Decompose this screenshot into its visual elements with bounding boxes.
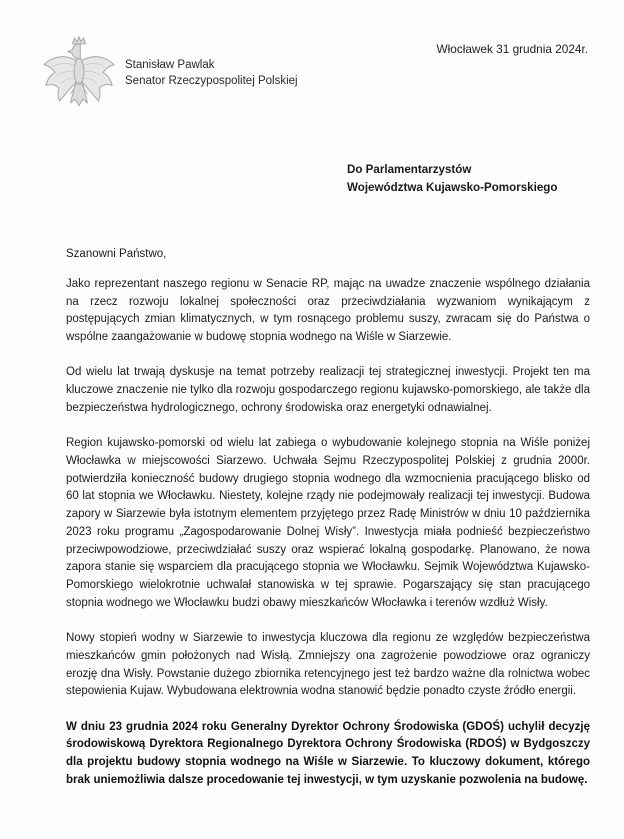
paragraph-5-bold: W dniu 23 grudnia 2024 roku Generalny Dyrektor Ochrony Środowiska (GDOŚ) uchylił decyzję środowiskową Dyrektora Regionalnego Dyrektora Ochrony Środowiska (RDOŚ) w Bydgoszczy dla projektu budowy stopnia wodnego na Wiśle w Siarzewie. To kluczowy dokument, którego brak uniemożliwia dalsze procedowanie tej inwestycji, w tym uzyskanie pozwolenia na budowę. [66,720,590,786]
paragraph-2: Od wielu lat trwają dyskusje na temat potrzeby realizacji tej strategicznej inwestycji. Projekt ten ma kluczowe znaczenie nie tylko dla rozwoju gospodarczego regionu kujawsko-pomorskiego, ale także dla bezpieczeństwa hydrologicznego, ochrony środowiska oraz energetyki odnawialnej. [66,366,590,414]
paragraph-4: Nowy stopień wodny w Siarzewie to inwestycja kluczowa dla regionu ze względów bezpieczeństwa mieszkańców gmin położonych nad Wisłą. Zmniejszy ona zagrożenie powodziowe oraz ograniczy erozję dna Wisły. Powstanie dużego zbiornika retencyjnego jest też bardzo ważne dla rolnictwa wobec stepowienia Kujaw. Wybudowana elektrownia wodna stanowić będzie ponadto czyste źródło energii. [66,632,590,698]
salutation: Szanowni Państwo, [66,248,167,260]
polish-eagle-emblem-icon [40,33,118,121]
letter-body [66,246,590,807]
paragraph-3: Region kujawsko-pomorski od wielu lat zabiega o wybudowanie kolejnego stopnia na Wiśle poniżej Włocławka w miejscowości Siarzewo. Uchwała Sejmu Rzeczypospolitej Polskiej z grudnia 2000r. potwierdziła konieczność budowy drugiego stopnia wodnego dla wzmocnienia pracującego blisko od 60 lat stopnia we Włocławku. Niestety, kolejne rządy nie podejmowały realizacji tej inwestycji. Budowa zapory w Siarzewie była istotnym elementem przyjętego przez Radę Ministrów w dniu 10 października 2023 roku programu „Zagospodarowanie Dolnej Wisły”. Inwestycja miała podnieść bezpieczeństwo przeciwpowodziowe, przeciwdziałać suszy oraz wspierać lokalną gospodarkę. Planowano, że nowa zapora stanie się wsparciem dla pracującego stopnia we Włocławku. Sejmik Województwa Kujawsko-Pomorskiego wielokrotnie uchwalał stanowiska w tej sprawie. Pogarszający się stan pracującego stopnia wodnego we Włocławku budzi obawy mieszkańców Włocławka i terenów wzdłuż Wisły. [66,437,590,609]
paragraph-1: Jako reprezentant naszego regionu w Senacie RP, mając na uwadze znaczenie wspólnego działania na rzecz rozwoju lokalnej społeczności oraz przeciwdziałania wyzwaniom wynikającym z postępujących zmian klimatycznych, w tym rosnącego problemu suszy, zwracam się do Państwa o wspólne zaangażowanie w budowę stopnia wodnego na Wiśle w Siarzewie. [66,277,590,344]
sender-title: Senator Rzeczypospolitej Polskiej [125,75,298,87]
place-date: Włocławek 31 grudnia 2024r. [436,42,588,56]
sender-block [125,57,298,89]
addressee-block [347,161,557,196]
sender-name: Stanisław Pawlak [125,59,215,71]
addressee-line-1: Do Parlamentarzystów [347,163,472,176]
addressee-line-2: Województwa Kujawsko-Pomorskiego [347,180,558,194]
